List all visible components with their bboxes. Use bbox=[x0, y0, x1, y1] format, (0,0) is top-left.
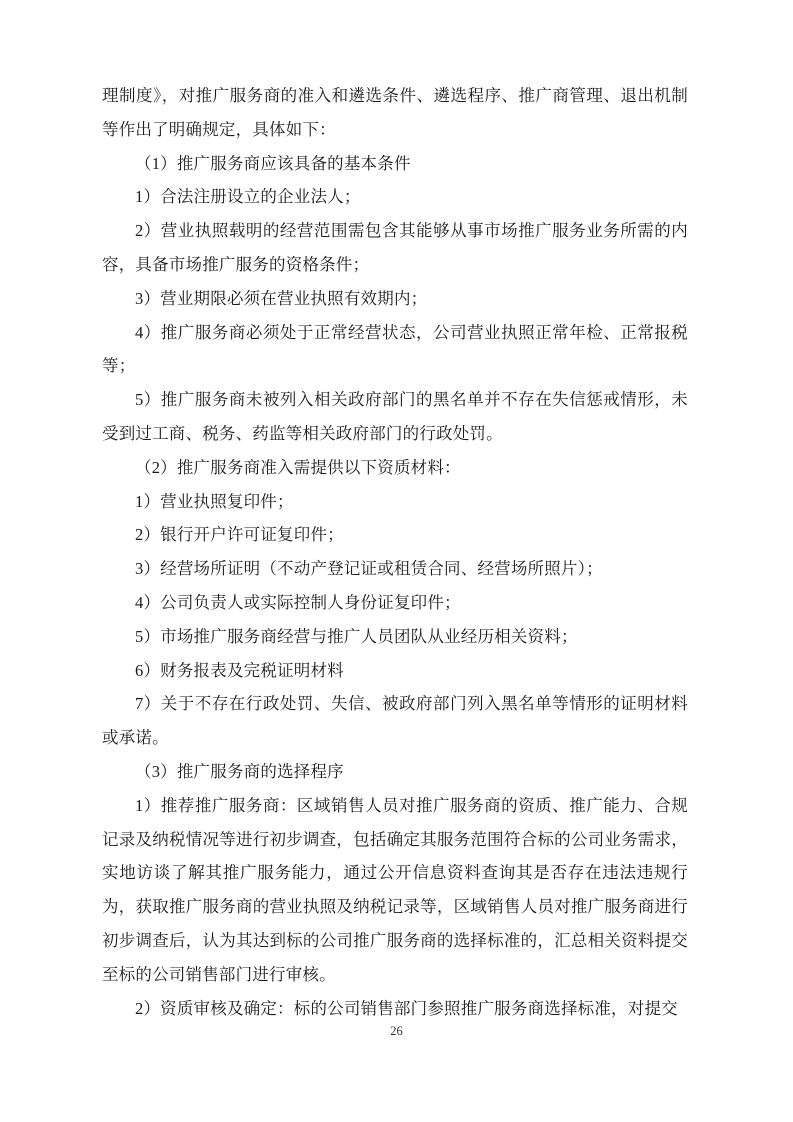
list-item: 4）推广服务商必须处于正常经营状态，公司营业执照正常年检、正常报税等； bbox=[102, 322, 688, 376]
list-item: 6）财务报表及完税证明材料 bbox=[135, 660, 344, 680]
list-item: 3）营业期限必须在营业执照有效期内； bbox=[135, 288, 428, 308]
list-item: 5）市场推广服务商经营与推广人员团队从业经历相关资料； bbox=[135, 626, 578, 646]
paragraph-continuation: 理制度》，对推广服务商的准入和遴选条件、遴选程序、推广商管理、退出机制等作出了明确规定，具体如下： bbox=[102, 86, 688, 139]
list-item: 2）营业执照载明的经营范围需包含其能够从事市场推广服务业务所需的内容，具备市场推广服务的资格条件； bbox=[102, 221, 688, 274]
list-item: 1）合法注册设立的企业法人； bbox=[135, 187, 361, 207]
list-item: 1）推荐推广服务商：区域销售人员对推广服务商的资质、推广能力、合规记录及纳税情况等进行初步调查，包括确定其服务范围符合标的公司业务需求，实地访谈了解其推广服务能力，通过公开信息资料查询其是否存在违法违规行为，获取推广服务商的营业执照及纳税记录等，区域销售人员对推广服务商进行初步调查后，认为其达到标的公司推广服务商的选择标准的，汇总相关资料提交至标的公司销售部门进行审核。 bbox=[102, 795, 688, 984]
document-body bbox=[102, 79, 688, 1025]
list-item: 2）银行开户许可证复印件； bbox=[135, 525, 344, 545]
list-item: 2）资质审核及确定：标的公司销售部门参照推广服务商选择标准，对提交 bbox=[135, 998, 678, 1018]
list-item: 7）关于不存在行政处罚、失信、被政府部门列入黑名单等情形的证明材料或承诺。 bbox=[102, 694, 688, 748]
list-item: 5）推广服务商未被列入相关政府部门的黑名单并不存在失信惩戒情形，未受到过工商、税务、药监等相关政府部门的行政处罚。 bbox=[102, 390, 688, 443]
page-number: 26 bbox=[390, 1024, 403, 1038]
section-heading-1: （1）推广服务商应该具备的基本条件 bbox=[135, 153, 411, 173]
list-item: 3）经营场所证明（不动产登记证或租赁合同、经营场所照片）； bbox=[135, 559, 603, 579]
section-heading-3: （3）推广服务商的选择程序 bbox=[135, 761, 344, 781]
list-item: 1）营业执照复印件； bbox=[135, 491, 294, 511]
section-heading-2: （2）推广服务商准入需提供以下资质材料： bbox=[135, 457, 461, 477]
page-footer bbox=[0, 1024, 793, 1039]
list-item: 4）公司负责人或实际控制人身份证复印件； bbox=[135, 592, 461, 612]
